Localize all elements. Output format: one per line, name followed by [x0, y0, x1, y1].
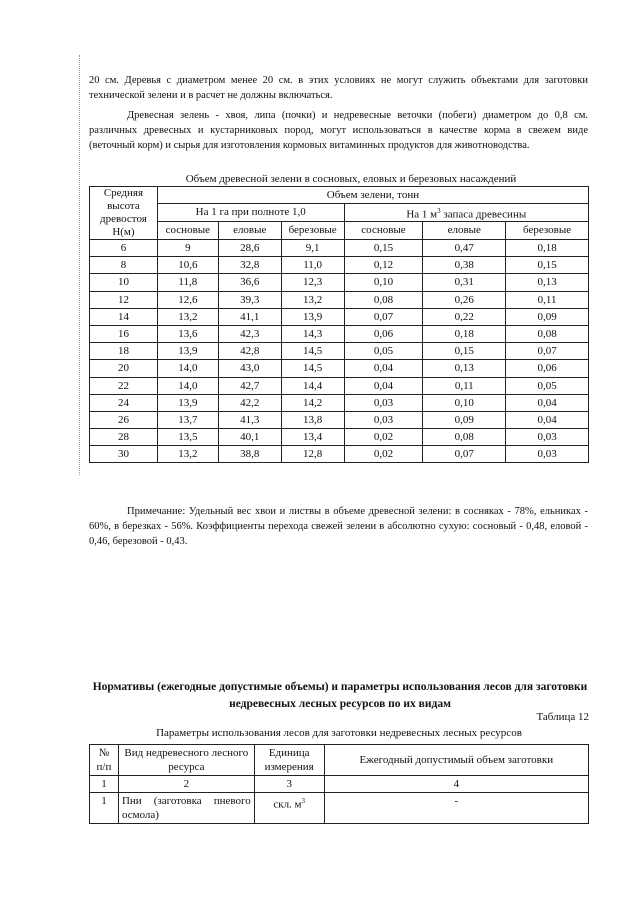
- table-cell: 14,5: [281, 360, 344, 377]
- table-cell: 13,2: [281, 291, 344, 308]
- header-avg-height: Средняя высота древостоя Н(м): [90, 187, 158, 240]
- table-cell: 40,1: [218, 429, 281, 446]
- table-cell: 0,47: [423, 240, 506, 257]
- green-volume-table: [89, 186, 589, 463]
- table-cell: 13,2: [157, 446, 218, 463]
- table-cell: 0,08: [423, 429, 506, 446]
- column-index-cell: 2: [118, 776, 254, 793]
- header-per-cubic-meter: [344, 204, 588, 222]
- table-row: [90, 274, 589, 291]
- section-title: Нормативы (ежегодные допустимые объемы) и параметры использования лесов для заготовки недревесных лесных ресурсов по их видам: [92, 681, 588, 710]
- table-cell: 12,3: [281, 274, 344, 291]
- table-cell: 43,0: [218, 360, 281, 377]
- table-cell: 28: [90, 429, 158, 446]
- table-cell: 0,13: [423, 360, 506, 377]
- table-cell: 42,2: [218, 394, 281, 411]
- table-cell: 0,02: [344, 446, 423, 463]
- table-cell: 32,8: [218, 257, 281, 274]
- table-cell: 13,9: [157, 394, 218, 411]
- table-cell: 39,3: [218, 291, 281, 308]
- table-row: [90, 308, 589, 325]
- table-cell: 0,09: [423, 411, 506, 428]
- table-cell: 42,7: [218, 377, 281, 394]
- unit-sup: 3: [301, 797, 306, 805]
- table-row: [90, 411, 589, 428]
- table-cell: 14,5: [281, 343, 344, 360]
- table-cell: 13,9: [281, 308, 344, 325]
- table-row: [90, 343, 589, 360]
- table-cell: 0,02: [344, 429, 423, 446]
- table2-caption: Параметры использования лесов для заготовки недревесных лесных ресурсов: [156, 727, 522, 739]
- header-per-cubic-meter-prefix: На 1 м: [406, 208, 438, 221]
- table-cell: 0,03: [506, 446, 589, 463]
- table-cell: 0,04: [506, 394, 589, 411]
- table-cell: 41,3: [218, 411, 281, 428]
- table1-caption: Объем древесной зелени в сосновых, еловых и березовых насаждений: [185, 173, 517, 185]
- table-cell: 0,07: [506, 343, 589, 360]
- table-cell: 42,3: [218, 325, 281, 342]
- row-number: 1: [90, 793, 119, 824]
- table-cell: 14,3: [281, 325, 344, 342]
- table-cell: 28,6: [218, 240, 281, 257]
- table-cell: 0,15: [344, 240, 423, 257]
- subheader-birch: березовые: [506, 222, 589, 240]
- subheader-spruce: еловые: [423, 222, 506, 240]
- table-cell: 16: [90, 325, 158, 342]
- header-per-cubic-meter-suffix: запаса древесины: [440, 208, 527, 221]
- table-cell: 0,04: [506, 411, 589, 428]
- table-cell: 22: [90, 377, 158, 394]
- subheader-pine: сосновые: [157, 222, 218, 240]
- table-cell: 0,11: [506, 291, 589, 308]
- table-cell: 10: [90, 274, 158, 291]
- table-row: [90, 257, 589, 274]
- table-cell: 0,08: [344, 291, 423, 308]
- table-cell: 30: [90, 446, 158, 463]
- table-cell: 18: [90, 343, 158, 360]
- nontimber-resources-table: [89, 744, 589, 824]
- header-resource-type: Вид недревесного лесного ресурса: [118, 745, 254, 776]
- volume-cell: -: [324, 793, 588, 824]
- table-row: [90, 291, 589, 308]
- table-cell: 9,1: [281, 240, 344, 257]
- table-cell: 0,18: [506, 240, 589, 257]
- subheader-spruce: еловые: [218, 222, 281, 240]
- table-cell: 0,10: [344, 274, 423, 291]
- table-cell: 20: [90, 360, 158, 377]
- table-cell: 12: [90, 291, 158, 308]
- table-cell: 14,0: [157, 360, 218, 377]
- table-cell: 0,15: [423, 343, 506, 360]
- resource-name: Пни (заготовка пневого осмола): [118, 793, 254, 824]
- table-cell: 0,09: [506, 308, 589, 325]
- table-row: [90, 446, 589, 463]
- table-cell: 10,6: [157, 257, 218, 274]
- table-cell: 13,6: [157, 325, 218, 342]
- note-paragraph: Примечание: Удельный вес хвои и листвы в объеме древесной зелени: в сосняках - 78%, ельниках - 60%, в березках - 56%. Коэффициенты перехода свежей зелени в абсолютно сухую: сосновый - 0,48, еловой - 0,46, березовой - 0,43.: [89, 505, 588, 547]
- table-cell: 0,15: [506, 257, 589, 274]
- table-cell: 0,12: [344, 257, 423, 274]
- intro-paragraph-1: 20 см. Деревья с диаметром менее 20 см. в этих условиях не могут служить объектами для заготовки технической зелени и в расчет не должны включаться.: [89, 74, 588, 101]
- table-cell: 0,13: [506, 274, 589, 291]
- table-cell: 0,03: [344, 411, 423, 428]
- table-cell: 42,8: [218, 343, 281, 360]
- table-cell: 0,04: [344, 377, 423, 394]
- table-cell: 6: [90, 240, 158, 257]
- table-cell: 0,18: [423, 325, 506, 342]
- table-cell: 9: [157, 240, 218, 257]
- table-cell: 0,06: [506, 360, 589, 377]
- table-cell: 13,8: [281, 411, 344, 428]
- table-cell: 0,08: [506, 325, 589, 342]
- table-row: [90, 360, 589, 377]
- column-index-cell: 1: [90, 776, 119, 793]
- table-cell: 0,07: [344, 308, 423, 325]
- green-volume-table-body: [90, 240, 589, 463]
- table-cell: 0,03: [344, 394, 423, 411]
- unit-prefix: скл. м: [273, 798, 302, 811]
- table-row: [90, 377, 589, 394]
- subheader-pine: сосновые: [344, 222, 423, 240]
- table-row: [90, 394, 589, 411]
- table-cell: 0,11: [423, 377, 506, 394]
- column-index-cell: 3: [254, 776, 324, 793]
- table-row: [90, 240, 589, 257]
- table-cell: 0,06: [344, 325, 423, 342]
- column-index-cell: 4: [324, 776, 588, 793]
- table-cell: 0,05: [344, 343, 423, 360]
- header-unit: Единица измерения: [254, 745, 324, 776]
- table-cell: 13,2: [157, 308, 218, 325]
- table-cell: 14,4: [281, 377, 344, 394]
- table-cell: 12,6: [157, 291, 218, 308]
- table-cell: 11,0: [281, 257, 344, 274]
- table-cell: 13,4: [281, 429, 344, 446]
- margin-line: [79, 55, 80, 475]
- table-cell: 0,07: [423, 446, 506, 463]
- subheader-birch: березовые: [281, 222, 344, 240]
- table-cell: 38,8: [218, 446, 281, 463]
- header-green-volume: Объем зелени, тонн: [157, 187, 588, 204]
- table-cell: 41,1: [218, 308, 281, 325]
- table-cell: 0,03: [506, 429, 589, 446]
- unit-cell: [254, 793, 324, 824]
- table-cell: 26: [90, 411, 158, 428]
- table-cell: 0,22: [423, 308, 506, 325]
- table-cell: 36,6: [218, 274, 281, 291]
- table-cell: 13,9: [157, 343, 218, 360]
- table-cell: 14,0: [157, 377, 218, 394]
- table-cell: 0,04: [344, 360, 423, 377]
- table-cell: 0,31: [423, 274, 506, 291]
- header-number: № п/п: [90, 745, 119, 776]
- table-cell: 14,2: [281, 394, 344, 411]
- intro-paragraph-2: Древесная зелень - хвоя, липа (почки) и недревесные веточки (побеги) диаметром до 0,8 см. различных древесных и кустарниковых пород, могут использоваться в качестве корма в свежем виде (веточный корм) и сырья для изготовления кормовых витаминных продуктов для животноводства.: [89, 109, 588, 151]
- table-cell: 0,38: [423, 257, 506, 274]
- table-cell: 11,8: [157, 274, 218, 291]
- table-cell: 24: [90, 394, 158, 411]
- header-per-cubic-meter-sup: 3: [437, 206, 441, 215]
- table-cell: 13,7: [157, 411, 218, 428]
- header-per-hectare: На 1 га при полноте 1,0: [157, 204, 344, 222]
- table-row: [90, 325, 589, 342]
- table-row: [90, 429, 589, 446]
- table-cell: 12,8: [281, 446, 344, 463]
- table-cell: 8: [90, 257, 158, 274]
- table-cell: 14: [90, 308, 158, 325]
- table-cell: 0,10: [423, 394, 506, 411]
- table-cell: 13,5: [157, 429, 218, 446]
- header-annual-volume: Ежегодный допустимый объем заготовки: [324, 745, 588, 776]
- table-cell: 0,26: [423, 291, 506, 308]
- table-number: Таблица 12: [536, 711, 589, 723]
- table-cell: 0,05: [506, 377, 589, 394]
